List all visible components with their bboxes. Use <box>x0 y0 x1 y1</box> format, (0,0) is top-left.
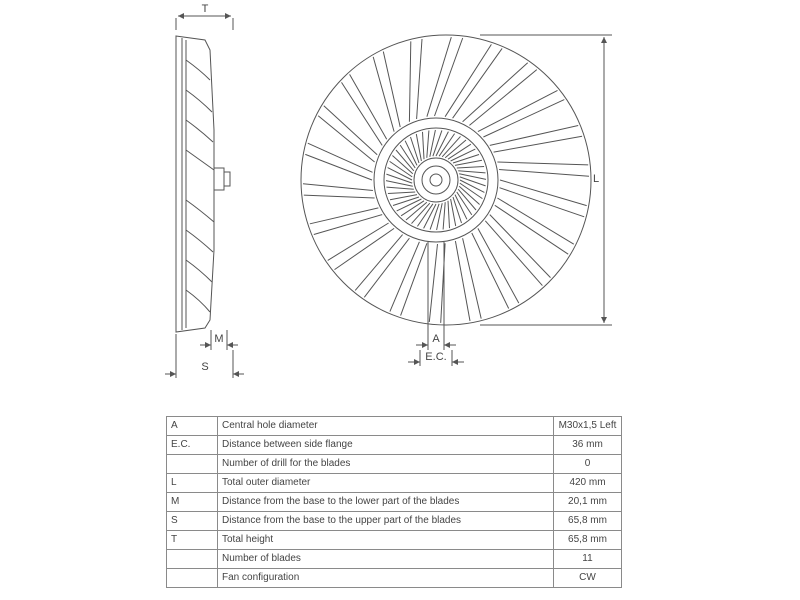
spec-description: Fan configuration <box>218 569 554 588</box>
blade-edge <box>318 116 374 162</box>
blade-edge <box>328 223 389 260</box>
label-T: T <box>201 3 209 15</box>
spec-description: Distance from the base to the upper part of the blades <box>218 512 554 531</box>
spec-row <box>167 550 622 569</box>
spec-code: E.C. <box>167 436 218 455</box>
spec-row <box>167 474 622 493</box>
blade-edge <box>494 136 582 152</box>
blade-edge <box>355 235 402 291</box>
spec-row <box>167 436 622 455</box>
spec-row <box>167 417 622 436</box>
spec-value: 20,1 mm <box>554 493 622 512</box>
spec-value: 36 mm <box>554 436 622 455</box>
spec-description: Total outer diameter <box>218 474 554 493</box>
spec-code: M <box>167 493 218 512</box>
blade-edge <box>364 238 409 297</box>
spec-description: Distance between side flange <box>218 436 554 455</box>
label-EC: E.C. <box>425 351 447 363</box>
spec-description: Number of drill for the blades <box>218 455 554 474</box>
spec-row <box>167 531 622 550</box>
blade-edge <box>463 63 528 122</box>
blade-edge <box>409 41 410 121</box>
spec-value: 420 mm <box>554 474 622 493</box>
spec-table <box>166 416 622 588</box>
spec-row <box>167 493 622 512</box>
blade-edge <box>455 241 470 321</box>
spec-value: 65,8 mm <box>554 531 622 550</box>
spec-value: 65,8 mm <box>554 512 622 531</box>
spec-code <box>167 550 218 569</box>
blade-edge <box>453 48 503 118</box>
blade-edge <box>497 162 588 165</box>
spec-value: M30x1,5 Left <box>554 417 622 436</box>
spec-code <box>167 569 218 588</box>
blade-edge <box>463 238 482 318</box>
fan-front-view <box>301 35 612 366</box>
spec-code: T <box>167 531 218 550</box>
blade-edge <box>383 52 400 128</box>
blade-edge <box>324 106 377 155</box>
blade-edge <box>490 126 578 146</box>
blade-edge <box>342 82 383 145</box>
spec-value: 11 <box>554 550 622 569</box>
blade-edge <box>417 39 422 119</box>
blade-edge <box>314 215 382 235</box>
label-S: S <box>201 361 209 373</box>
spec-row <box>167 455 622 474</box>
blade-edge <box>478 228 519 303</box>
blade-edge <box>445 44 491 116</box>
blade-edge <box>335 228 395 269</box>
blade-edge <box>485 221 542 286</box>
blade-edge <box>495 205 568 254</box>
spec-code: A <box>167 417 218 436</box>
label-A: A <box>432 333 440 345</box>
blade-edge <box>303 184 373 191</box>
label-M: M <box>214 333 224 345</box>
spec-description: Number of blades <box>218 550 554 569</box>
fan-side-view <box>165 16 244 378</box>
spec-value: CW <box>554 569 622 588</box>
blade-edge <box>310 208 379 224</box>
spec-description: Distance from the base to the lower part of the blades <box>218 493 554 512</box>
blade-edge <box>499 170 589 177</box>
spec-code: L <box>167 474 218 493</box>
blade-edge <box>304 195 375 198</box>
blade-edge <box>429 244 437 322</box>
spec-row <box>167 569 622 588</box>
blade-edge <box>472 233 509 309</box>
spec-value: 0 <box>554 455 622 474</box>
spec-code: S <box>167 512 218 531</box>
spec-row <box>167 512 622 531</box>
spec-code <box>167 455 218 474</box>
blade-edge <box>427 37 451 117</box>
spec-description: Total height <box>218 531 554 550</box>
blade-edge <box>497 198 573 244</box>
spec-description: Central hole diameter <box>218 417 554 436</box>
label-L: L <box>592 173 600 185</box>
